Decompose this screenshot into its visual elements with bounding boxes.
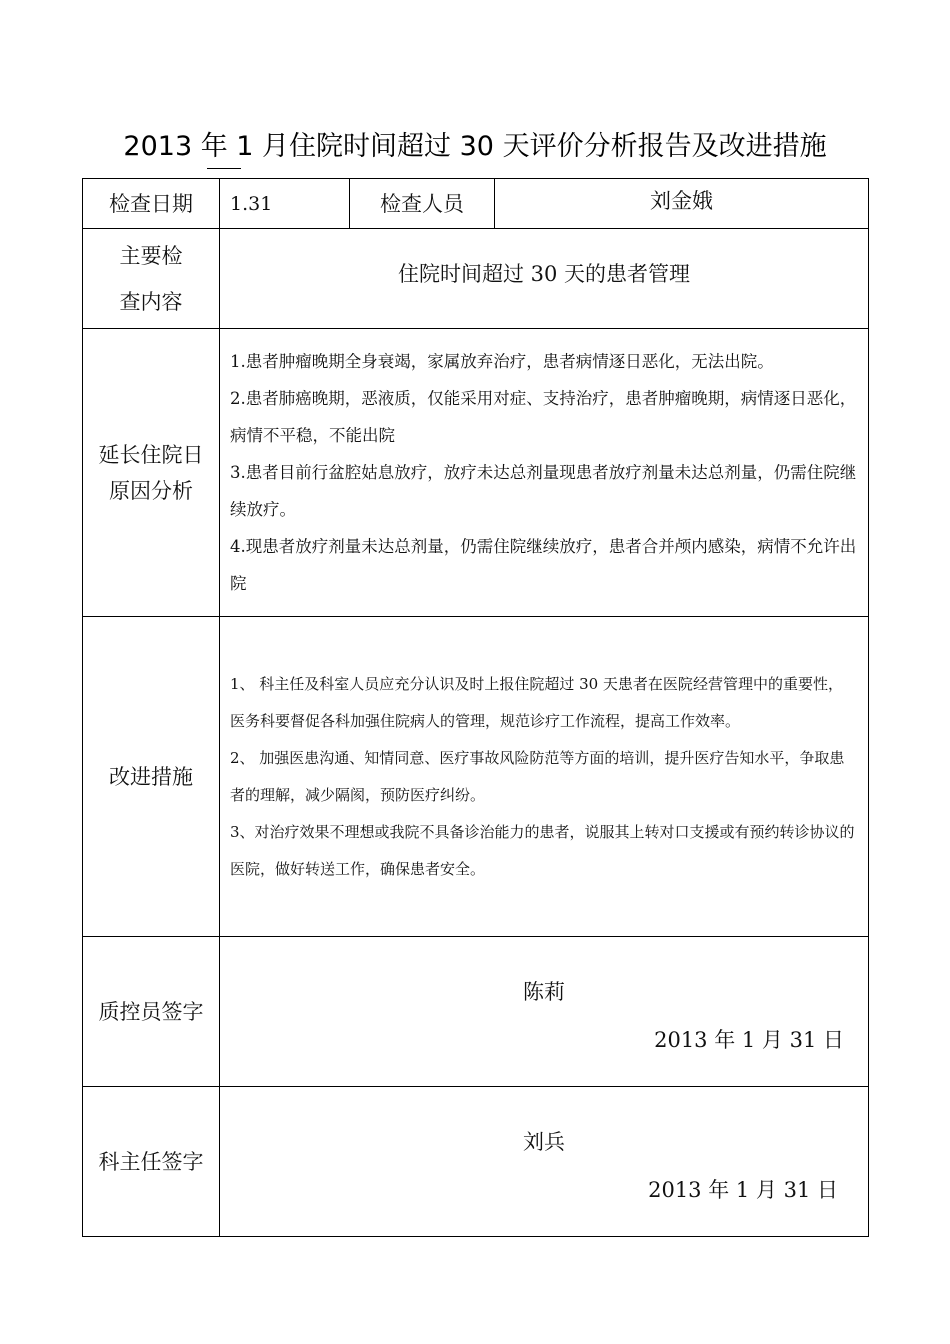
row-main-content xyxy=(83,229,869,329)
measures-content xyxy=(220,617,869,937)
qc-signature-label: 质控员签字 xyxy=(83,937,220,1087)
analysis-item: 4.现患者放疗剂量未达总剂量，仍需住院继续放疗，患者合并颅内感染，病情不允许出院 xyxy=(230,537,857,593)
main-content-label xyxy=(83,229,220,329)
analysis-label-line2: 原因分析 xyxy=(109,478,193,503)
inspector-label: 检查人员 xyxy=(350,179,495,229)
measures-item: 3、对治疗效果不理想或我院不具备诊治能力的患者，说服其上转对口支援或有预约转诊协议的医院，做好转送工作，确保患者安全。 xyxy=(230,822,855,878)
row-measures xyxy=(83,617,869,937)
report-table xyxy=(82,178,869,1237)
measures-label: 改进措施 xyxy=(83,617,220,937)
analysis-label xyxy=(83,329,220,617)
main-content-label-line1: 主要检 xyxy=(119,243,183,268)
row-qc-signature xyxy=(83,937,869,1087)
analysis-item: 3.患者目前行盆腔姑息放疗，放疗未达总剂量现患者放疗剂量未达总剂量，仍需住院继续放疗。 xyxy=(230,463,857,519)
report-title: 2013 年 1 月住院时间超过 30 天评价分析报告及改进措施 xyxy=(123,131,827,162)
row-header xyxy=(83,179,869,229)
analysis-label-line1: 延长住院日 xyxy=(98,442,204,467)
director-signature-content xyxy=(220,1087,869,1237)
measures-item: 1、 科主任及科室人员应充分认识及时上报住院超过 30 天患者在医院经营管理中的重要性， 医务科要督促各科加强住院病人的管理，规范诊疗工作流程，提高工作效率。 xyxy=(230,674,843,730)
row-director-signature xyxy=(83,1087,869,1237)
row-analysis xyxy=(83,329,869,617)
date-label: 检查日期 xyxy=(83,179,220,229)
measures-item: 2、 加强医患沟通、知情同意、医疗事故风险防范等方面的培训，提升医疗告知水平，争取患者的理解，减少隔阂，预防医疗纠纷。 xyxy=(230,748,845,804)
title-underline xyxy=(207,168,241,169)
analysis-item: 2.患者肺癌晚期，恶液质，仅能采用对症、支持治疗，患者肿瘤晚期，病情逐日恶化，病情不平稳，不能出院 xyxy=(230,389,857,445)
analysis-content xyxy=(220,329,869,617)
inspector-value: 刘金娥 xyxy=(495,179,869,229)
director-signature-label: 科主任签字 xyxy=(83,1087,220,1237)
qc-signature-name: 陈莉 xyxy=(523,979,565,1004)
analysis-item: 1.患者肿瘤晚期全身衰竭，家属放弃治疗，患者病情逐日恶化，无法出院。 xyxy=(230,352,774,371)
qc-signature-date: 2013 年 1 月 31 日 xyxy=(654,1027,844,1052)
qc-signature-content xyxy=(220,937,869,1087)
main-content-value: 住院时间超过 30 天的患者管理 xyxy=(220,229,869,329)
director-signature-date: 2013 年 1 月 31 日 xyxy=(648,1177,838,1202)
date-value: 1.31 xyxy=(220,179,350,229)
director-signature-name: 刘兵 xyxy=(523,1129,565,1154)
main-content-label-line2: 查内容 xyxy=(119,289,183,314)
